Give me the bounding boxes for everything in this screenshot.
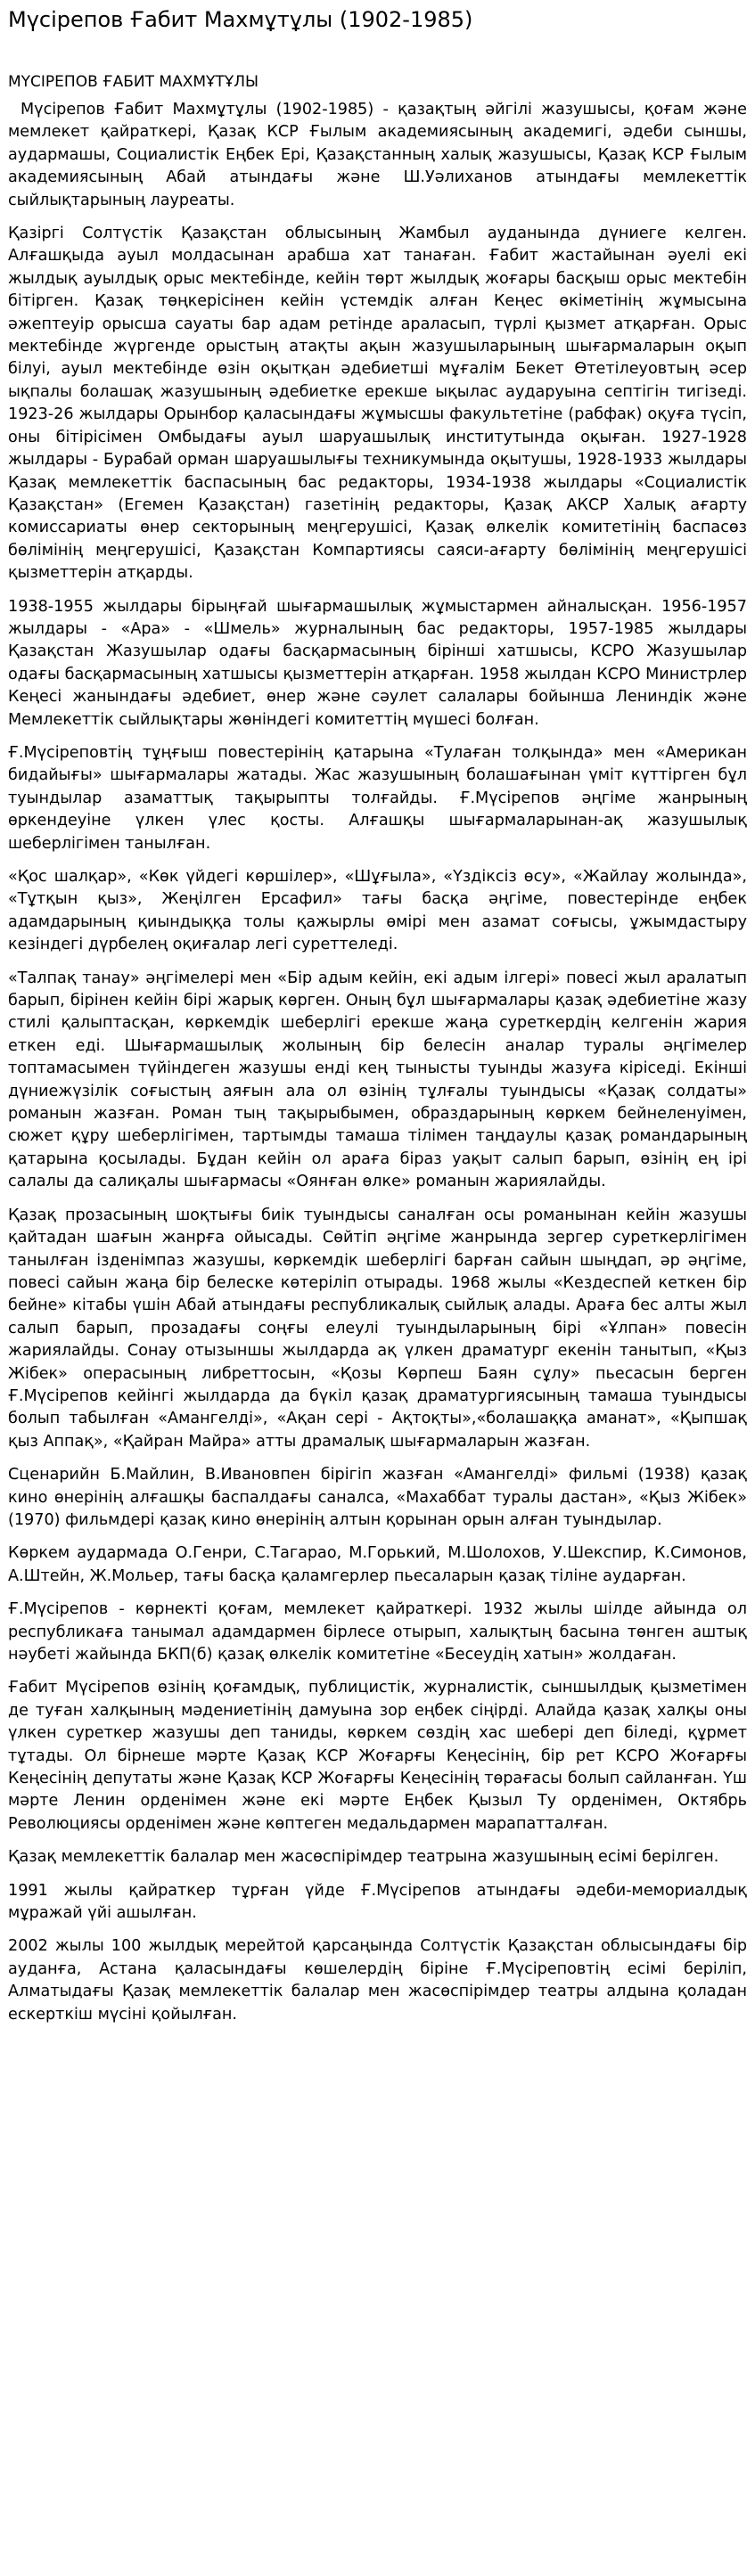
paragraph-prose-drama: Қазақ прозасының шоқтығы биік туындысы саналған осы романынан кейін жазушы қайтадан шағын жанрға ойысады. Сөйтіп әңгіме жанрында зергер суреткерлігімен танылған ізденімпаз жазушы, көркемдік шеберлігі барған сайын шыңдап, әр әңгіме, повесі сайын жаңа бір белеске көтеріліп отырады. 1968 жылы «Кездеспей кеткен бір бейне» кітабы үшін Абай атындағы республикалық сыйлық алады. Араға бес алты жыл салып барып, прозадағы соңғы елеулі туындыларының бірі «Ұлпан» повесін жариялайды. Сонау отызыншы жылдарда ақ үлкен драматург екенін танытып, «Қыз Жібек» операсының либреттосын, «Қозы Көрпеш Баян сұлу» пьесасын берген Ғ.Мүсірепов кейінгі жылдарда да бүкіл қазақ драматургиясының тамаша туындысы болып табылған «Амангелді», «Ақан сері - Ақтоқты»,«болашаққа аманат», «Қыпшақ қыз Аппақ», «Қайран Майра» атты драмалық шығармаларын жазған. xyxy=(8,1206,747,1451)
article-subtitle: МҮСІРЕПОВ ҒАБИТ МАХМҰТҰЛЫ xyxy=(8,73,259,91)
paragraph-translations: Көркем аудармада О.Генри, С.Тагарао, М.Горький, М.Шолохов, У.Шекспир, К.Симонов, А.Штейн, Ж.Мольер, тағы басқа қаламгерлер пьесаларын қазақ тіліне аударған. xyxy=(8,1544,747,1585)
page-title: Мүсірепов Ғабит Махмұтұлы (1902-1985) xyxy=(8,7,473,32)
paragraph-intro: Мүсірепов Ғабит Махмұтұлы (1902-1985) - қазақтың әйгілі жазушысы, қоғам және мемлекет қайраткері, Қазақ КСР Ғылым академиясының академигі, әдеби сыншы, аудармашы, Социалистік Еңбек Ері, Қазақстанның халық жазушысы, Қазақ КСР Ғылым академиясының Абай атындағы және Ш.Уәлиханов атындағы мемлекеттік сыйлықтарының лауреаты. xyxy=(8,101,747,209)
paragraph-theatre: Қазақ мемлекеттік балалар мен жасөспірімдер театрына жазушының есімі берілген. xyxy=(8,1848,719,1867)
article xyxy=(8,0,747,2037)
paragraph-centenary: 2002 жылы 100 жылдық мерейтой қарсаңында Солтүстік Қазақстан облысындағы бір ауданға, Астана қаласындағы көшелердің біріне Ғ.Мүсіреповтің есімі беріліп, Алматыдағы Қазақ мемлекеттік балалар мен жасөспірімдер театры алдына қоладан ескерткіш мүсіні қойылған. xyxy=(8,1937,747,2024)
paragraph-career-1938: 1938-1955 жылдары бірыңғай шығармашылық жұмыстармен айналысқан. 1956-1957 жылдары - «Ара» - «Шмель» журналының бас редакторы, 1957-1985 жылдары Қазақстан Жазушылар одағы басқармасының бірінші хатшысы, КСРО Жазушылар одағы басқармасының хатшысы қызметтерін атқарған. 1958 жылдан КСРО Министрлер Кеңесі жанындағы әдебиет, өнер және сәулет салалары бойынша Лениндік және Мемлекеттік сыйлықтары жөніндегі комитеттің мүшесі болған. xyxy=(8,597,747,729)
paragraph-legacy: Ғабит Мүсірепов өзінің қоғамдық, публицистік, журналистік, сыншылдық қызметімен де туған халқының мәдениетінің дамуына зор еңбек сіңірді. Алайда қазақ халқы оны үлкен суреткер жазушы деп таниды, көркем сөздің хас шебері деп біледі, құрмет тұтады. Ол бірнеше мәрте Қазақ КСР Жоғарғы Кеңесінің, бір рет КСРО Жоғарғы Кеңесінің депутаты және Қазақ КСР Жоғарғы Кеңесінің төрағасы болып сайланған. Үш мәрте Ленин орденімен және екі мәрте Еңбек Қызыл Ту орденімен, Октябрь Революциясы орденімен және көптеген медальдармен марапатталған. xyxy=(8,1679,747,1833)
paragraph-early-life: Қазіргі Солтүстік Қазақстан облысының Жамбыл ауданында дүниеге келген. Алғашқыда ауыл молдасынан арабша хат танаған. Ғабит жастайынан әуелі екі жылдық ауылдық орыс мектебінде, кейін төрт жылдық жоғары басқыш орыс мектебін бітірген. Қазақ төңкерісінен кейін үстемдік алған Кеңес өкіметінің жұмысына әжептеуір орысша сауаты бар адам ретінде араласып, түрлі қызмет атқарған. Орыс мектебінде жүргенде орыстың атақты ақын жазушыларының шығармаларын оқып білуі, ауыл мектебінде өзін оқытқан әдебиетші мұғалім Бекет Өтетілеуовтың әсер ықпалы болашақ жазушының әдебиетке ерекше ықылас аударуына септігін тигізеді. 1923-26 жылдары Орынбор қаласындағы жұмысшы факультетіне (рабфак) оқуға түсіп, оны бітірісімен Омбыдағы ауыл шаруашылық институтында оқыған. 1927-1928 жылдары - Бурабай орман шаруашылығы техникумында оқытушы, 1928-1933 жылдары Қазақ мемлекеттік баспасының бас редакторы, 1934-1938 жылдары «Социалистік Қазақстан» (Егемен Қазақстан) газетінің редакторы, Қазақ АКСР Халық ағарту комиссариаты өнер секторының меңгерушісі, Қазақ өлкелік комитетінің баспасөз бөлімінің меңгерушісі, Қазақстан Компартиясы саяси-ағарту бөлімінің меңгерушісі қызметтерін атқарды. xyxy=(8,225,747,583)
paragraph-first-novellas: Ғ.Мүсіреповтің тұңғыш повестерінің қатарына «Тулаған толқында» мен «Американ бидайығы» шығармалары жатады. Жас жазушының болашағынан үміт күттірген бұл туындылар азаматтық тақырыпты толғайды. Ғ.Мүсірепов әңгіме жанрының өркендеуіне үлкен үлес қосты. Алғашқы шығармаларынан-ақ жазушылық шеберлігімен танылған. xyxy=(8,743,747,853)
paragraph-public-figure: Ғ.Мүсірепов - көрнекті қоғам, мемлекет қайраткері. 1932 жылы шілде айында ол республикаға танымал адамдармен бірлесе отырып, халықтың басына төнген аштық нәубеті жайында БКП(б) қазақ өлкелік комитетіне «Бесеудің хатын» жолдаған. xyxy=(8,1600,747,1664)
paragraph-museum: 1991 жылы қайраткер тұрған үйде Ғ.Мүсірепов атындағы әдеби-мемориалдық мұражай үйі ашылған. xyxy=(8,1881,747,1923)
paragraph-novels: «Талпақ танау» әңгімелері мен «Бір адым кейін, екі адым ілгері» повесі жыл аралатып барып, бірінен кейін бірі жарық көрген. Оның бұл шығармалары қазақ әдебиетіне жазу стилі қалыптасқан, көркемдік шеберлігі ерекше жаңа суреткердің келгенін жария еткен еді. Шығармашылық жолының бір белесін аналар туралы әңгімелер топтамасымен түйіндеген жазушы енді кең тынысты туынды жазуға кіріседі. Екінші дүниежүзілік соғыстың аяғын ала ол өзінің тұлғалы туындысы «Қазақ солдаты» романын жазған. Роман тың тақырыбымен, образдарының көркем бейнеленуімен, сюжет құру шеберлігімен, тартымды тамаша тілімен таңдаулы қазақ романдарының қатарына қосылады. Бұдан кейін ол араға біраз уақыт салып барып, өзінің ең ірі салалы да салиқалы шығармасы «Оянған өлке» романын жариялайды. xyxy=(8,969,747,1191)
paragraph-cinema: Сценарийн Б.Майлин, В.Ивановпен бірігіп жазған «Амангелді» фильмі (1938) қазақ кино өнерінің алғашқы баспалдағы саналса, «Махаббат туралы дастан», «Қыз Жібек» (1970) фильмдері қазақ кино өнерінің алтын қорынан орын алған туындылар. xyxy=(8,1466,747,1529)
paragraph-stories: «Қос шалқар», «Көк үйдегі көршілер», «Шұғыла», «Үздіксіз өсу», «Жайлау жолында», «Тұтқын қыз», Жеңілген Ерсафил» тағы басқа әңгіме, повестерінде еңбек адамдарының қиындыққа толы қажырлы өмірі мен азамат соғысы, ұжымдастыру кезіндегі дүрбелең оқиғалар легі суреттеледі. xyxy=(8,868,747,954)
